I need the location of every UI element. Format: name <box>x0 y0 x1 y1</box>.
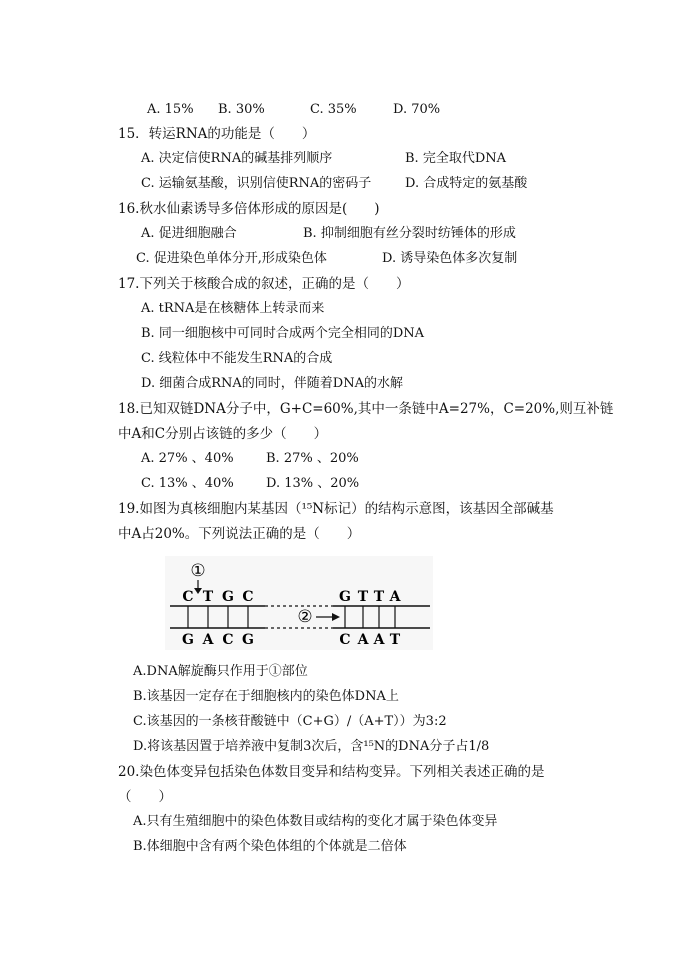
q14-option-c: C. 35% <box>310 102 357 117</box>
q19-stem-line1: 19.如图为真核细胞内某基因（¹⁵N标记）的结构示意图，该基因全部碱基 <box>118 501 554 517</box>
q18-option-d: D. 13% 、20% <box>266 476 360 491</box>
base-bottom-right-4: T <box>389 632 401 648</box>
q16-stem: 16.秋水仙素诱导多倍体形成的原因是( ) <box>118 201 380 217</box>
q15-option-c: C. 运输氨基酸，识别信使RNA的密码子 <box>141 176 372 191</box>
q17-option-b: B. 同一细胞核中可同时合成两个完全相同的DNA <box>141 326 425 341</box>
base-bottom-left-1: G <box>182 632 194 648</box>
q20-stem-line1: 20.染色体变异包括染色体数目变异和结构变异。下列相关表述正确的是 <box>118 764 545 780</box>
q19-option-b: B.该基因一定存在于细胞核内的染色体DNA上 <box>133 689 399 704</box>
base-top-left-4: C <box>242 589 254 605</box>
q18-option-c: C. 13% 、40% <box>141 476 234 491</box>
q16-option-d: D. 诱导染色体多次复制 <box>382 251 518 266</box>
q18-stem-line2: 中A和C分别占该链的多少（ ） <box>118 426 328 442</box>
base-bottom-left-2: A <box>202 632 214 648</box>
base-bottom-right-3: A <box>373 632 385 648</box>
q14-option-a: A. 15% <box>147 102 194 117</box>
q18-stem-line1: 18.已知双链DNA分子中，G+C=60%,其中一条链中A=27%，C=20%,则互补链 <box>118 401 614 417</box>
base-bottom-left-4: G <box>242 632 254 648</box>
base-top-right-2: T <box>357 589 369 605</box>
q17-option-d: D. 细菌合成RNA的同时，伴随着DNA的水解 <box>141 376 403 391</box>
dna-diagram-svg <box>165 556 433 650</box>
marker-1-label: ① <box>190 561 206 581</box>
q17-option-c: C. 线粒体中不能发生RNA的合成 <box>141 351 333 366</box>
base-bottom-right-1: C <box>339 632 351 648</box>
q20-option-b: B.体细胞中含有两个染色体组的个体就是二倍体 <box>133 839 407 854</box>
q19-option-d: D.将该基因置于培养液中复制3次后，含¹⁵N的DNA分子占1/8 <box>133 739 490 754</box>
base-bottom-left-3: C <box>222 632 234 648</box>
base-bottom-right-2: A <box>357 632 369 648</box>
base-top-right-1: G <box>339 589 351 605</box>
base-top-left-3: G <box>222 589 234 605</box>
q16-option-b: B. 抑制细胞有丝分裂时纺锤体的形成 <box>303 226 516 241</box>
q15-option-d: D. 合成特定的氨基酸 <box>405 176 528 191</box>
marker-2-label: ② <box>297 607 313 627</box>
q20-stem-line2: （ ） <box>118 789 172 805</box>
q15-option-b: B. 完全取代DNA <box>405 151 507 166</box>
base-top-left-1: C <box>182 589 194 605</box>
q19-stem-line2: 中A占20%。下列说法正确的是（ ） <box>118 526 361 542</box>
q19-option-c: C.该基因的一条核苷酸链中（C+G）/（A+T））为3:2 <box>133 714 447 729</box>
q20-option-a: A.只有生殖细胞中的染色体数目或结构的变化才属于染色体变异 <box>133 814 498 829</box>
q15-stem: 15．转运RNA的功能是（ ） <box>118 126 316 142</box>
q15-option-a: A. 决定信使RNA的碱基排列顺序 <box>141 151 333 166</box>
base-top-right-3: T <box>373 589 385 605</box>
q16-option-a: A. 促进细胞融合 <box>141 226 237 241</box>
q17-stem: 17.下列关于核酸合成的叙述，正确的是（ ） <box>118 276 410 292</box>
dna-structure-diagram <box>165 556 433 650</box>
base-top-left-2: T <box>202 589 214 605</box>
q18-option-a: A. 27% 、40% <box>141 451 234 466</box>
q19-option-a: A.DNA解旋酶只作用于①部位 <box>133 664 308 679</box>
q16-option-c: C. 促进染色单体分开,形成染色体 <box>136 251 327 266</box>
q14-option-d: D. 70% <box>393 102 441 117</box>
q18-option-b: B. 27% 、20% <box>266 451 359 466</box>
q17-option-a: A. tRNA是在核糖体上转录而来 <box>141 301 325 316</box>
q14-option-b: B. 30% <box>218 102 265 117</box>
base-top-right-4: A <box>389 589 401 605</box>
